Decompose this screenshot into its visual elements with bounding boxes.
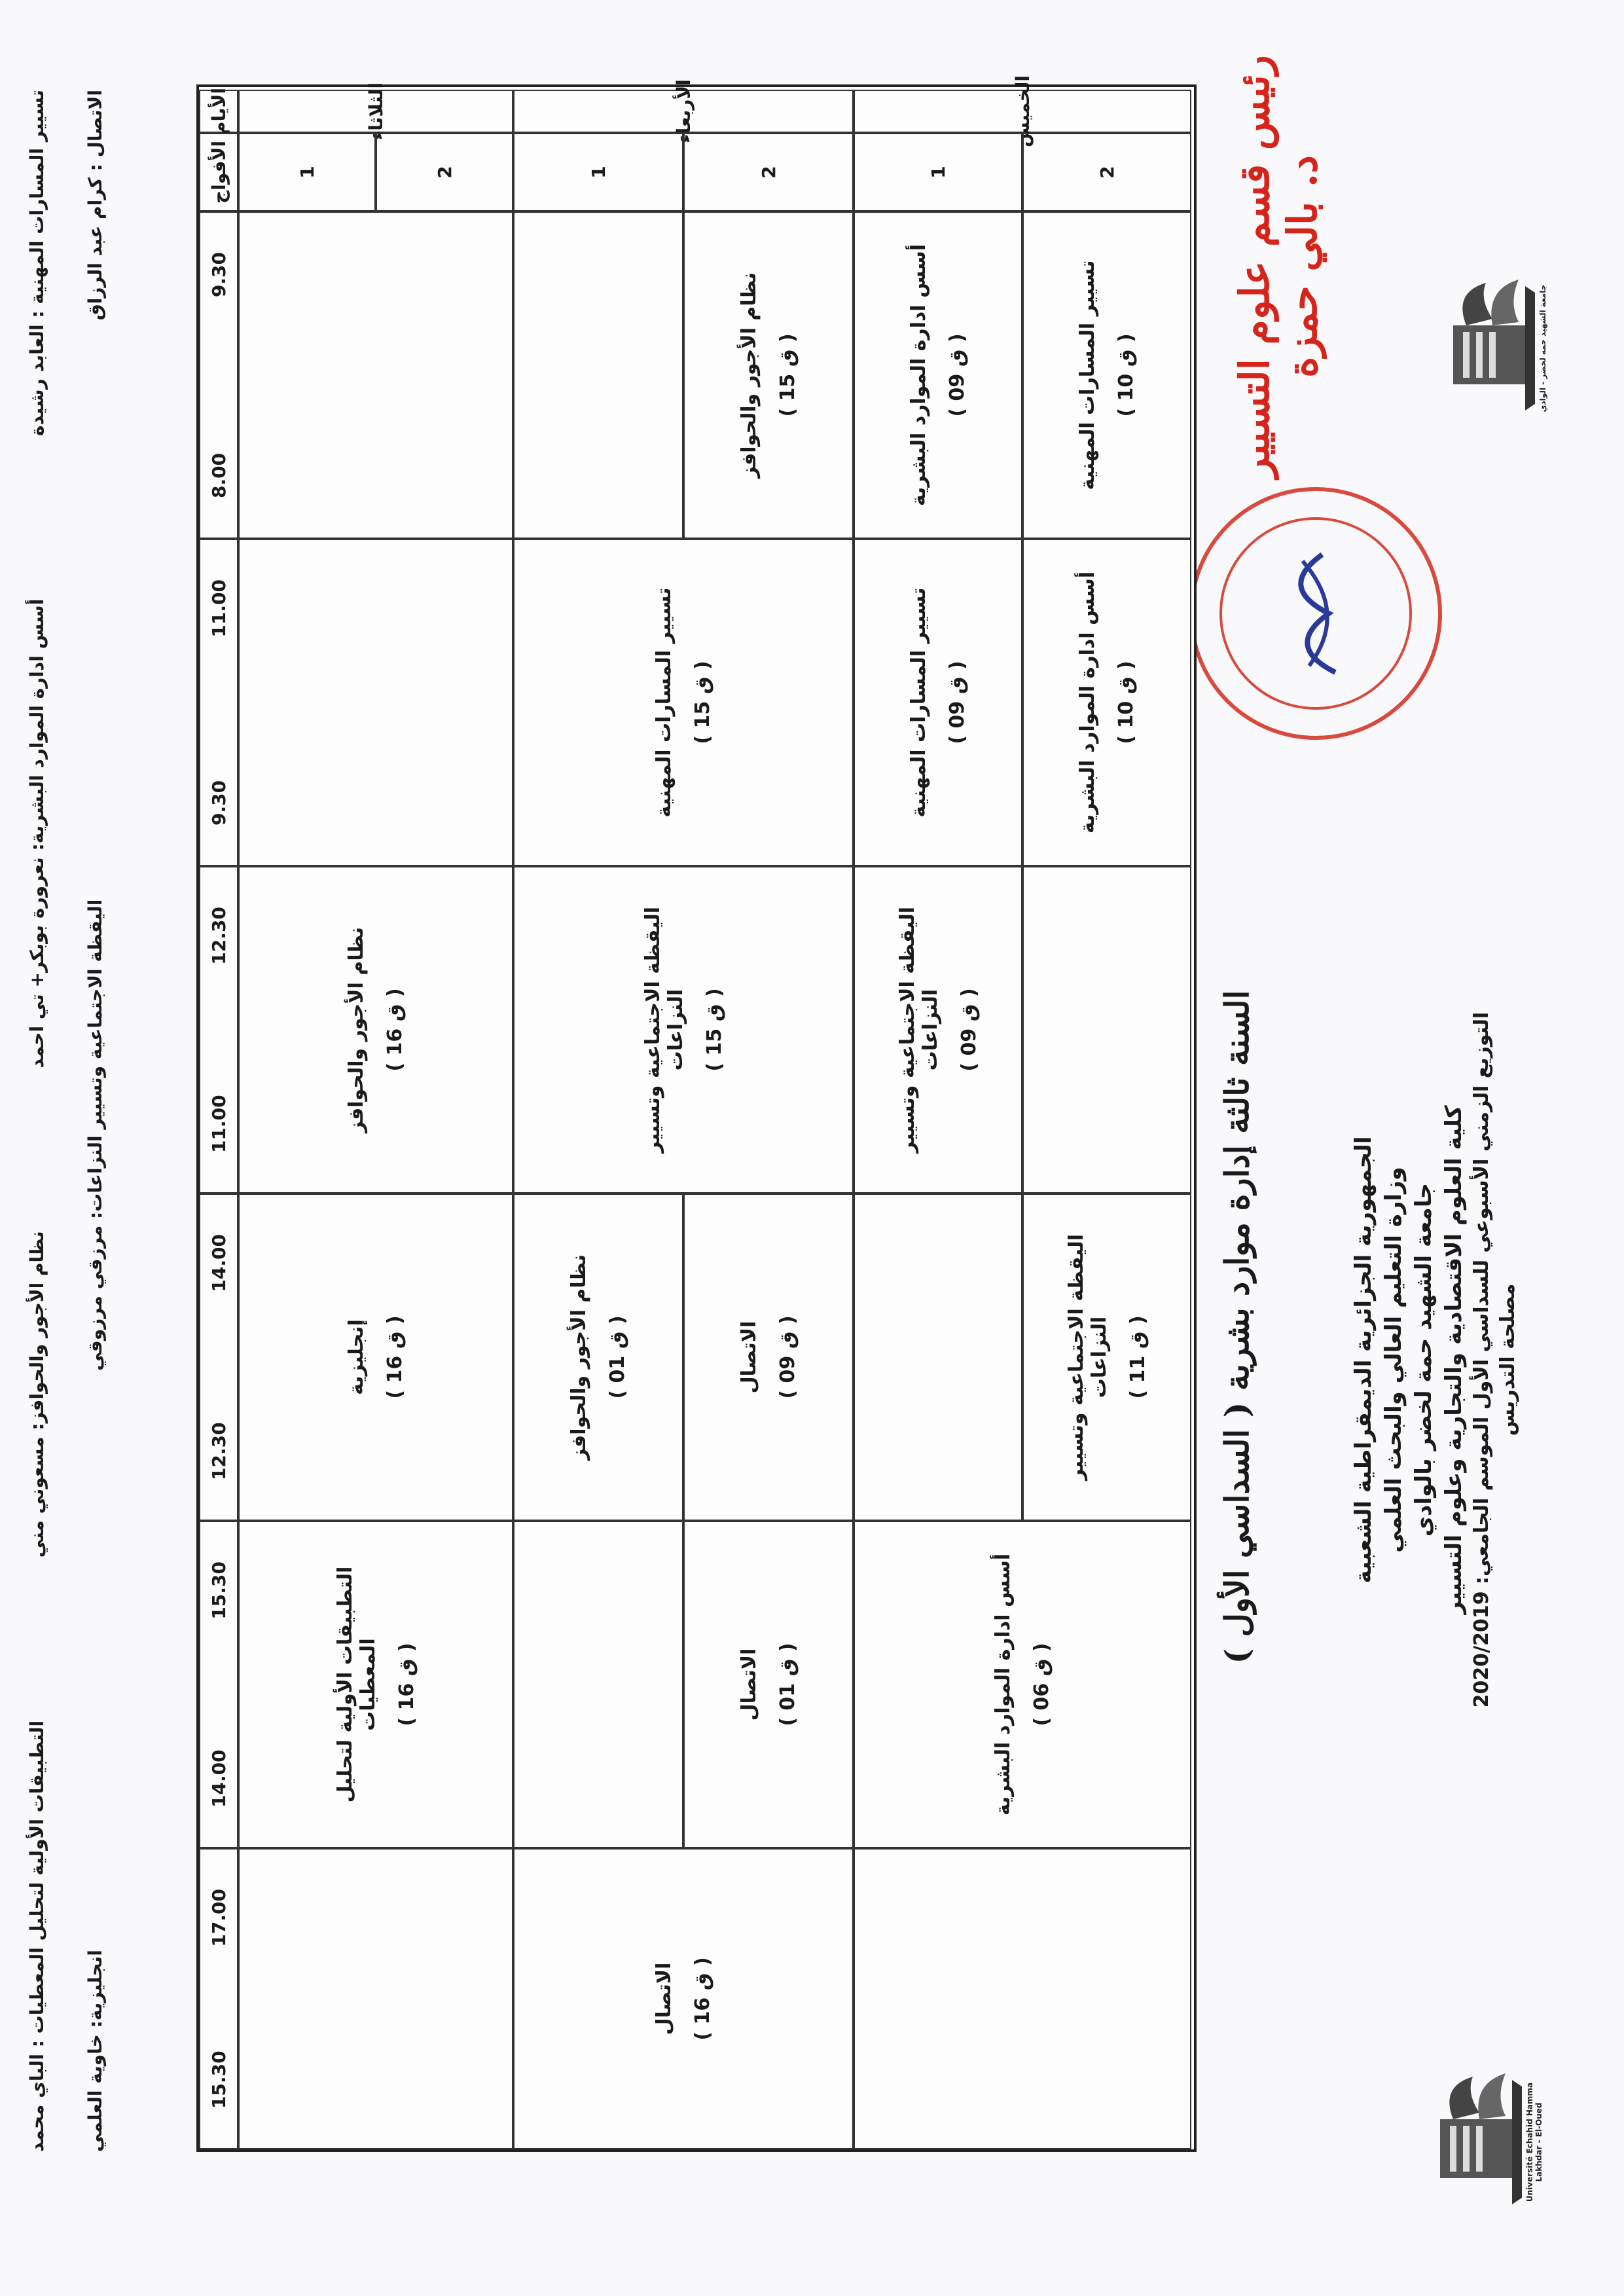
thursday-slot-5 [854,1521,1191,1848]
wednesday-slot-4-group-2 [683,1194,854,1521]
room-label: ( ق 09 ) [776,1315,799,1399]
time-start: 15.30 [208,2050,230,2109]
thursday-slot-2-group-2 [1022,539,1191,866]
room-label: ( ق 09 ) [957,988,981,1072]
teacher-line: الاتصال : كرام عبد الرزاق [84,90,106,321]
time-end: 15.30 [208,1561,230,1620]
university-logo [1414,2067,1551,2217]
course-name: نظام الأجور والحوافز [345,926,368,1133]
room-label: ( ق 10 ) [1115,661,1138,744]
room-label: ( ق 15 ) [691,661,714,744]
teacher-line: اليقظة الاجتماعية وتسيير النزاعات: مرزقي مرزوقي [84,899,106,1371]
group-cell: 1 [513,133,683,211]
thursday-slot-4-group-2 [1022,1194,1191,1521]
teacher-line: التطبيقات الأولية لتحليل المعطيات : الباي محمد [26,1720,48,2152]
teachers-footer [26,90,183,2152]
ministry-line: وزارة التعليم العالي والبحث العلمي [1380,1167,1407,1553]
teacher-line: انجليزية: خاوية العلمي [84,1950,106,2152]
tuesday-slot-1 [238,211,513,539]
university-line: جامعة الشهيد حمة لخضر بالوادي [1411,1182,1437,1537]
room-label: ( ق 15 ) [776,333,799,417]
wednesday-slot-6 [513,1848,854,2149]
signature-block [1231,18,1329,515]
teacher-line: نظام الأجور والحوافز: مسعوني مني [26,1231,48,1558]
time-slot-4 [199,1194,238,1521]
signature-signer: د. بالي حمزة [1278,155,1326,378]
time-slot-6 [199,1848,238,2149]
official-stamp [1178,476,1453,751]
time-slot-5 [199,1521,238,1848]
col-group-header: الأفواج [199,133,238,211]
course-name: الاتصال [738,1648,761,1721]
wednesday-slot-1-group-1 [513,211,683,539]
room-label: ( ق 16 ) [384,988,406,1072]
time-end: 14.00 [208,1234,230,1292]
signature-title: رئيس قسم علوم التسيير [1231,55,1278,478]
footer-row [26,90,48,2152]
course-name: اليقظة الاجتماعية وتسيير النزاعات [895,906,942,1154]
group-cell: 1 [854,133,1022,211]
time-start: 8.00 [208,452,230,498]
footer-row [84,90,106,2152]
time-start: 14.00 [208,1749,230,1808]
room-label: ( ق 11 ) [1126,1315,1149,1399]
tuesday-slot-2 [238,539,513,866]
service-line: مصلحة التدريس [1496,1283,1519,1436]
republic-line: الجمهورية الجزائرية الديمقراطية الشعبية [1350,1136,1377,1584]
tuesday-slot-5 [238,1521,513,1848]
university-logo-secondary-label: جامعة الشهيد حمه لخضر - الوادي [1538,284,1547,412]
day-wednesday: الأربعاء [513,90,854,133]
col-day-header: الأيام [199,90,238,133]
group-cell: 2 [1022,133,1191,211]
course-name: أسس ادارة الموارد البشرية [907,244,930,507]
course-name: الاتصال [653,1962,676,2035]
time-end: 9.30 [208,252,230,298]
thursday-slot-3-group-1 [854,866,1022,1194]
thursday-slot-4-group-1 [854,1194,1022,1521]
group-cell: 2 [683,133,854,211]
stamp-icon [1178,476,1453,751]
course-name: الاتصال [738,1321,761,1394]
wednesday-slot-2 [513,539,854,866]
thursday-slot-3-group-2 [1022,866,1191,1194]
course-name: تسيير المسارات المهنية [907,587,930,818]
tuesday-slot-3 [238,866,513,1194]
university-logo-secondary [1427,273,1564,424]
page-title: السنة ثالثة إدارة موارد بشرية ( السداسي الأول ) [1218,990,1256,1664]
room-label: ( ق 09 ) [946,661,969,744]
time-slot-1 [199,211,238,539]
room-label: ( ق 16 ) [691,1957,714,2041]
time-end: 11.00 [208,579,230,638]
time-start: 9.30 [208,780,230,826]
thursday-slot-2-group-1 [854,539,1022,866]
faculty-line: كلية العلوم الاقتصادية والتجارية وعلوم التسيير [1441,1105,1467,1614]
course-name: اليقظة الاجتماعية وتسيير النزاعات [641,906,687,1154]
time-start: 12.30 [208,1422,230,1480]
time-slot-3 [199,866,238,1194]
group-cell: 2 [376,133,513,211]
tuesday-slot-4 [238,1194,513,1521]
room-label: ( ق 16 ) [395,1643,418,1726]
room-label: ( ق 16 ) [384,1315,406,1399]
university-logo-label: Université Echahid Hamma Lakhdar - El-Oued [1525,2082,1543,2202]
thursday-slot-1-group-1 [854,211,1022,539]
tuesday-slot-6 [238,1848,513,2149]
wednesday-slot-5-group-2 [683,1521,854,1848]
course-name: إنجليزية [345,1319,368,1395]
day-thursday: الخميس [854,90,1191,133]
time-start: 11.00 [208,1095,230,1153]
wednesday-slot-1-group-2 [683,211,854,539]
wednesday-slot-3 [513,866,854,1194]
course-name: نظام الأجور والحوافز [568,1254,590,1461]
course-name: أسس ادارة الموارد البشرية [1076,571,1099,834]
teacher-line: أسس ادارة الموارد البشرية: نعرورة بوبكر+ تي احمد [26,598,48,1068]
room-label: ( ق 01 ) [776,1643,799,1726]
wednesday-slot-4-group-1 [513,1194,683,1521]
course-name: نظام الأجور والحوافز [738,272,761,479]
course-name: أسس ادارة الموارد البشرية [992,1553,1015,1816]
time-slot-2 [199,539,238,866]
course-name: تسيير المسارات المهنية [1076,260,1099,490]
thursday-slot-6 [854,1848,1191,2149]
time-end: 12.30 [208,907,230,965]
group-cell: 1 [238,133,376,211]
schedule-line: التوزيع الزمني الأسبوعي للسداسي الأول الموسم الجامعي: 2020/2019 [1470,1011,1493,1708]
thursday-slot-1-group-2 [1022,211,1191,539]
document-header [1348,934,1597,1785]
day-tuesday: الثلاثاء [238,90,513,133]
room-label: ( ق 01 ) [606,1315,629,1399]
room-label: ( ق 09 ) [946,333,969,417]
room-label: ( ق 15 ) [702,988,726,1072]
schedule-table [196,75,1197,2152]
wednesday-slot-5-group-1 [513,1521,683,1848]
teacher-line: تسيير المسارات المهنية : العابد رشيدة [26,90,48,437]
course-name: التطبيقات الأولية لتحليل المعطيات [333,1566,380,1803]
room-label: ( ق 06 ) [1030,1643,1053,1726]
course-name: اليقظة الاجتماعية وتسيير النزاعات [1064,1233,1111,1481]
course-name: تسيير المسارات المهنية [653,587,676,818]
room-label: ( ق 10 ) [1115,333,1138,417]
time-end: 17.00 [208,1889,230,1947]
